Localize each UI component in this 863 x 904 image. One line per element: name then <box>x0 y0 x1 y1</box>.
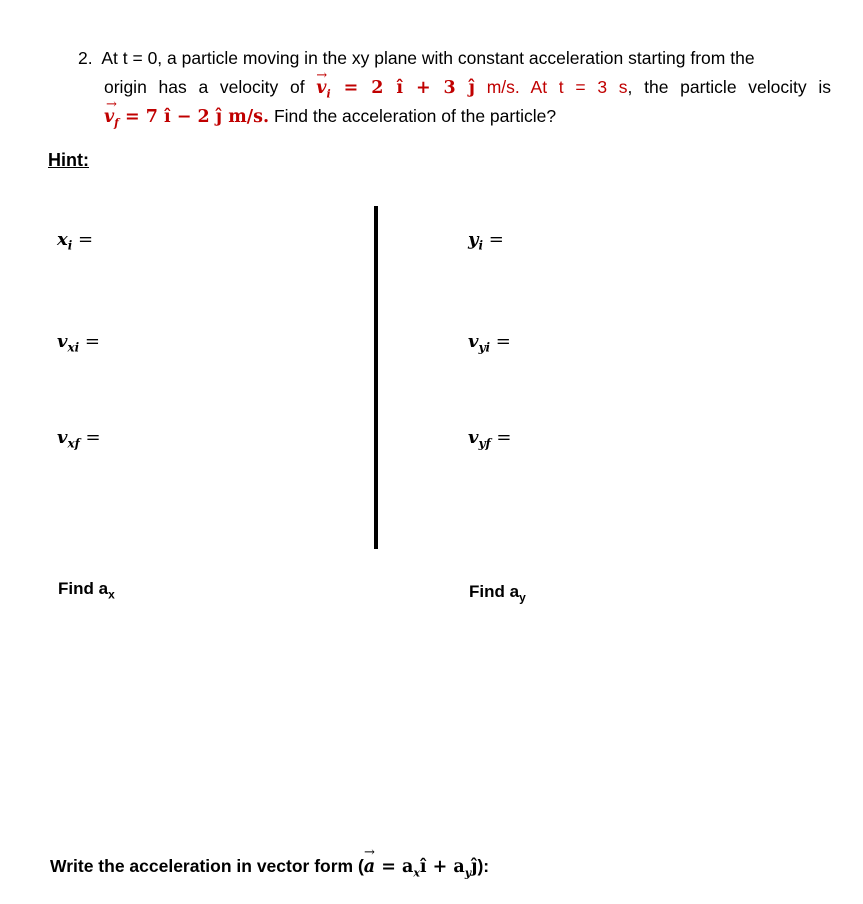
vyi-equation: $v_{yi}$ = <box>468 331 511 355</box>
initial-velocity-vector-symbol: → $v_i$ <box>316 75 330 108</box>
column-divider <box>374 206 378 549</box>
vxf-equation: $v_{xf}$ = <box>57 427 101 451</box>
initial-velocity-expression <box>316 78 476 101</box>
yi-equation: $y_i$ = <box>468 229 504 253</box>
question-text-line1: At t = 0, a particle moving in the xy plane with constant acceleration starting from the <box>101 48 755 68</box>
time-value: 3 s <box>597 77 628 97</box>
final-velocity-vector-symbol: → $v_f$ <box>104 104 119 137</box>
xi-equation: $x_i$ = <box>57 229 94 253</box>
question-text-line2-prefix: origin has a velocity of <box>104 77 305 97</box>
question-line-3 <box>104 103 556 137</box>
initial-velocity-value: = 2 î + 3 ĵ <box>343 78 476 98</box>
final-velocity-expression <box>104 107 270 130</box>
question-text-at-t: m/s. At t = <box>486 77 598 97</box>
find-ax-label: Find $a_x$ <box>58 579 115 602</box>
question-number: 2. <box>78 48 93 68</box>
acceleration-vector-symbol: → a <box>364 857 375 877</box>
final-velocity-value: = 7 î − 2 ĵ m/s. <box>125 107 270 127</box>
vyf-equation: $v_{yf}$ = <box>468 427 512 451</box>
question-line-1 <box>78 45 755 71</box>
question-text-line3: Find the acceleration of the particle? <box>273 106 557 126</box>
vxi-equation: $v_{xi}$ = <box>57 331 101 355</box>
vector-form-prompt: Write the acceleration in vector form (→ $a = a_xî$ + $a_yĵ$): <box>50 856 489 880</box>
hint-label: Hint: <box>48 150 89 170</box>
find-ay-label: Find $a_y$ <box>469 582 526 605</box>
question-text-line2-suffix: , the particle velocity is <box>627 77 831 97</box>
